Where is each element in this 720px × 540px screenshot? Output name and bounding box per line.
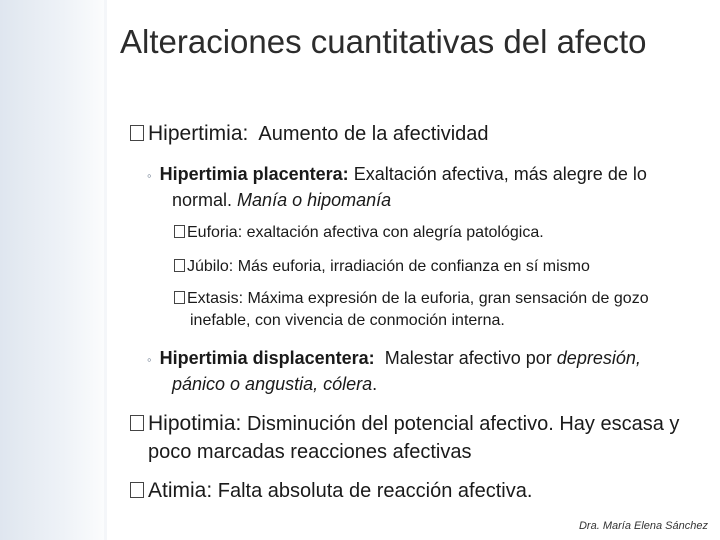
ring-bullet-icon: ◦ bbox=[147, 168, 152, 183]
subitem-text: Júbilo: Más euforia, irradiación de confianza en sí mismo bbox=[187, 258, 590, 275]
checkbox-bullet-icon bbox=[130, 415, 144, 431]
hipotimia-label: Hipotimia: bbox=[148, 412, 242, 435]
footer-author: Dra. María Elena Sánchez bbox=[578, 520, 708, 532]
ring-bullet-icon: ◦ bbox=[147, 352, 152, 367]
displacentera-end: . bbox=[372, 374, 378, 394]
subitem-text: Extasis: Máxima expresión de la euforia, gran sensación de gozo inefable, con vivencia de conmoción interna. bbox=[187, 290, 649, 329]
displacentera-text: Malestar afectivo por bbox=[384, 348, 552, 368]
placentera-label: Hipertimia placentera: bbox=[159, 164, 349, 184]
small-box-bullet-icon bbox=[174, 291, 185, 304]
bullet-hipertimia bbox=[130, 121, 690, 147]
bullet-atimia bbox=[130, 478, 690, 504]
bullet-hipertimia-placentera bbox=[147, 162, 692, 213]
bullet-hipotimia bbox=[130, 410, 718, 466]
displacentera-label: Hipertimia displacentera: bbox=[159, 348, 375, 368]
checkbox-bullet-icon bbox=[130, 125, 144, 141]
subitem-jubilo bbox=[174, 256, 704, 278]
placentera-text: Exaltación afectiva, más alegre de lo normal. bbox=[172, 164, 647, 210]
subitem-euforia bbox=[174, 222, 694, 244]
atimia-text: Falta absoluta de reacción afectiva. bbox=[217, 480, 533, 502]
sidebar-edge bbox=[104, 0, 107, 540]
slide-title: Alteraciones cuantitativas del afecto bbox=[120, 23, 647, 60]
bullet-hipertimia-displacentera bbox=[147, 346, 692, 397]
small-box-bullet-icon bbox=[174, 259, 185, 272]
checkbox-bullet-icon bbox=[130, 482, 144, 498]
hipertimia-text: Aumento de la afectividad bbox=[258, 123, 489, 145]
subitem-extasis bbox=[174, 288, 710, 332]
placentera-italic: Manía o hipomanía bbox=[237, 190, 392, 210]
subitem-text: Euforia: exaltación afectiva con alegría patológica. bbox=[187, 224, 544, 241]
atimia-label: Atimia: bbox=[148, 479, 213, 502]
hipertimia-label: Hipertimia: bbox=[148, 122, 249, 145]
small-box-bullet-icon bbox=[174, 225, 185, 238]
hipotimia-text: Disminución del potencial afectivo. Hay escasa y poco marcadas reacciones afectivas bbox=[148, 413, 680, 463]
displacentera-italic: depresión, pánico o angustia, cólera bbox=[172, 348, 641, 394]
slide-sidebar-decoration bbox=[0, 0, 104, 540]
